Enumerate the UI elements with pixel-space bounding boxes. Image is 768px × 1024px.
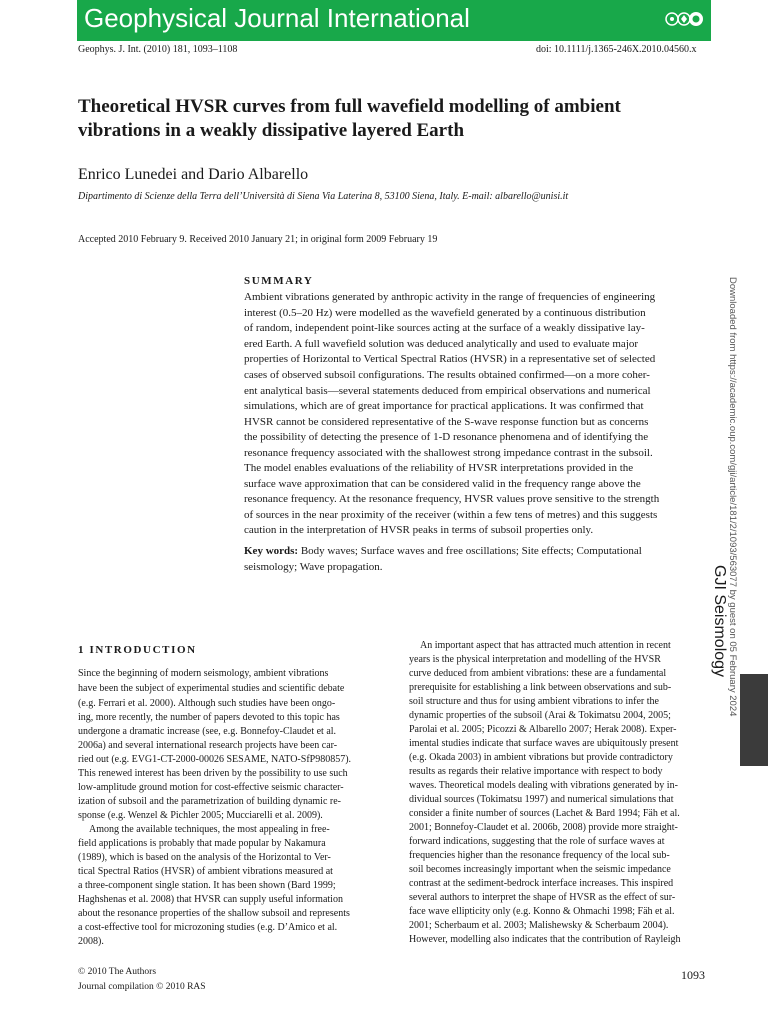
keywords-list: Body waves; Surface waves and free oscillations; Site effects; Computational — [300, 545, 642, 557]
summary-line: properties of Horizontal to Vertical Spectral Ratios (HVSR) in a representative set of selected — [244, 353, 656, 365]
body-line: (e.g. Okada 2003) in ambient vibrations but provide contradictory — [409, 752, 673, 763]
body-line: dynamic properties of the subsoil (Arai & Tokimatsu 2004, 2005; — [409, 710, 671, 721]
journal-name: Geophysical Journal International — [84, 3, 470, 33]
body-line: several authors to interpret the shape of HVSR as the effect of sur- — [409, 892, 676, 903]
download-note[interactable]: Downloaded from https://academic.oup.com/gji/article/181/2/1093/563077 by guest on 05 February 2024 — [727, 277, 738, 717]
body-line: sponse (e.g. Wenzel & Pichler 2005; Mucciarelli et al. 2009). — [78, 810, 323, 821]
body-line: forward indications, suggesting that the role of surface waves at — [409, 836, 665, 847]
summary-line: ered Earth. A full wavefield solution was deduced analytically and used to evaluate major — [244, 338, 639, 350]
article-title-line: vibrations in a weakly dissipative layered Earth — [78, 120, 465, 141]
affiliation: Dipartimento di Scienze della Terra dell’Università di Siena Via Laterina 8, 53100 Siena, Italy. E-mail: albarello@unisi.it — [78, 191, 569, 202]
summary-line: of random, independent point-like sources acting at the surface of a weakly dissipative lay- — [244, 322, 645, 334]
body-line: tical Spectral Ratios (HVSR) of ambient vibrations measured at — [78, 866, 333, 877]
summary-line: the possibility of detecting the presence of 1-D resonance phenomena and of identifying the — [244, 431, 649, 443]
body-line: ried out (e.g. EVG1-CT-2000-00026 SESAME, NATO-SfP980857). — [78, 754, 352, 765]
journal-seal-icon — [662, 5, 706, 33]
summary-line: simulations, which are of great importance for practical applications. It was confirmed that — [244, 400, 644, 412]
body-line: prerequisite for establishing a link between observations and sub- — [409, 682, 672, 693]
body-line: years is the physical interpretation and modelling of the HVSR — [409, 654, 661, 665]
body-line: frequencies higher than the resonance frequency of the local sub- — [409, 850, 670, 861]
body-line: consider a finite number of sources (Lachet & Bard 1994; Fäh et al. — [409, 808, 680, 819]
body-line: soil becomes increasingly important when the seismic impedance — [409, 864, 671, 875]
summary-heading: SUMMARY — [244, 275, 314, 287]
authors: Enrico Lunedei and Dario Albarello — [78, 166, 309, 183]
doi-link[interactable]: doi: 10.1111/j.1365-246X.2010.04560.x — [536, 44, 697, 55]
summary-line: of sources in the near proximity of the receiver (within a few tens of metres) and this suggests — [244, 509, 658, 521]
keywords — [244, 545, 642, 557]
article-title-line: Theoretical HVSR curves from full wavefield modelling of ambient — [78, 96, 621, 117]
body-line: imental studies indicate that surface waves are ubiquitously present — [409, 738, 679, 749]
body-line: An important aspect that has attracted much attention in recent — [420, 640, 671, 651]
body-line: However, modelling also indicates that the contribution of Rayleigh — [409, 934, 681, 945]
copyright: © 2010 The Authors — [78, 967, 157, 977]
body-line: 2001; Bonnefoy-Claudet et al. 2006b, 2008) provide more straight- — [409, 822, 678, 833]
body-line: dividual sources (Tokimatsu 1997) and numerical simulations that — [409, 794, 674, 805]
summary-line: surface wave approximation that can be considered valid in the frequency range above the — [244, 478, 641, 490]
body-line: have been the subject of experimental studies and scientific debate — [78, 683, 345, 694]
body-line: face wave ellipticity only (e.g. Konno & Ohmachi 1998; Fäh et al. — [409, 906, 675, 917]
summary-line: resonance frequency. At the resonance frequency, HVSR values prove sensitive to the strength — [244, 493, 660, 505]
citation: Geophys. J. Int. (2010) 181, 1093–1108 — [78, 44, 238, 55]
body-line: a cost-effective tool for microzoning studies (e.g. D’Amico et al. — [78, 922, 338, 933]
accepted-dates: Accepted 2010 February 9. Received 2010 January 21; in original form 2009 February 19 — [78, 234, 438, 245]
keywords-list-cont: seismology; Wave propagation. — [244, 561, 383, 573]
summary-line: resonance frequency associated with the shallowest strong impedance contrast in the subsoil. — [244, 447, 653, 459]
body-line: Haghshenas et al. 2008) that HVSR can supply useful information — [78, 894, 343, 905]
section-label: GJI Seismology — [711, 565, 728, 678]
summary-line: caution in the interpretation of HVSR peaks in terms of subsoil properties only. — [244, 524, 594, 536]
body-line: 2008). — [78, 936, 104, 947]
body-line: ing, more recently, the number of papers devoted to this topic has — [78, 712, 340, 723]
body-line: soil structure and thus for using ambient vibrations to infer the — [409, 696, 659, 707]
summary-line: cases of observed subsoil configurations. The results obtained confirmed—on a more coher- — [244, 369, 650, 381]
page-number: 1093 — [681, 968, 705, 982]
body-line: Among the available techniques, the most appealing in free- — [89, 824, 330, 835]
body-line: (e.g. Ferrari et al. 2000). Although such studies have been ongo- — [78, 698, 336, 709]
journal-compilation: Journal compilation © 2010 RAS — [78, 982, 206, 992]
body-line: waves. Theoretical models dealing with vibrations generated by in- — [409, 780, 678, 791]
body-line: This renewed interest has been driven by the possibility to use such — [78, 768, 348, 779]
body-line: 2006a) and several international research projects have been car- — [78, 740, 338, 751]
body-line: Parolai et al. 2005; Picozzi & Albarello 2007; Herak 2008). Exper- — [409, 724, 677, 735]
body-line: (1989), which is based on the analysis of the Horizontal to Ver- — [78, 852, 331, 863]
body-line: about the resonance properties of the shallow subsoil and represents — [78, 908, 350, 919]
section-tab — [740, 674, 768, 766]
body-line: Since the beginning of modern seismology, ambient vibrations — [78, 668, 329, 679]
summary-line: interest (0.5–20 Hz) were modelled as the wavefield generated by a continuous distribution — [244, 307, 646, 319]
body-line: contrast at the sediment-bedrock interface increases. This inspired — [409, 878, 674, 889]
body-line: curve deduced from ambient vibrations: these are a fundamental — [409, 668, 667, 679]
summary-line: Ambient vibrations generated by anthropic activity in the range of frequencies of engineering — [244, 291, 656, 303]
body-line: undergone a dramatic increase (see, e.g. Bonnefoy-Claudet et al. — [78, 726, 337, 737]
body-line: results as regards their relative importance with respect to body — [409, 766, 663, 777]
body-line: ization of subsoil and the parametrization of building dynamic re- — [78, 796, 341, 807]
summary-line: HVSR cannot be considered representative of the S-wave response function but as concerns — [244, 416, 649, 428]
keywords-label: Key words: — [244, 545, 299, 557]
body-line: 2001; Scherbaum et al. 2003; Malishewsky & Scherbaum 2004). — [409, 920, 669, 931]
summary-line: The model enables evaluations of the reliability of HVSR interpretations provided in the — [244, 462, 634, 474]
body-line: low-amplitude ground motion for cost-effective seismic character- — [78, 782, 344, 793]
body-line: a three-component single station. It has been shown (Bard 1999; — [78, 880, 336, 891]
summary-line: ent analytical basis—several statements deduced from empirical observations and numerical — [244, 385, 651, 397]
body-line: field applications is probably that made popular by Nakamura — [78, 838, 326, 849]
introduction-heading: 1 INTRODUCTION — [78, 644, 197, 656]
